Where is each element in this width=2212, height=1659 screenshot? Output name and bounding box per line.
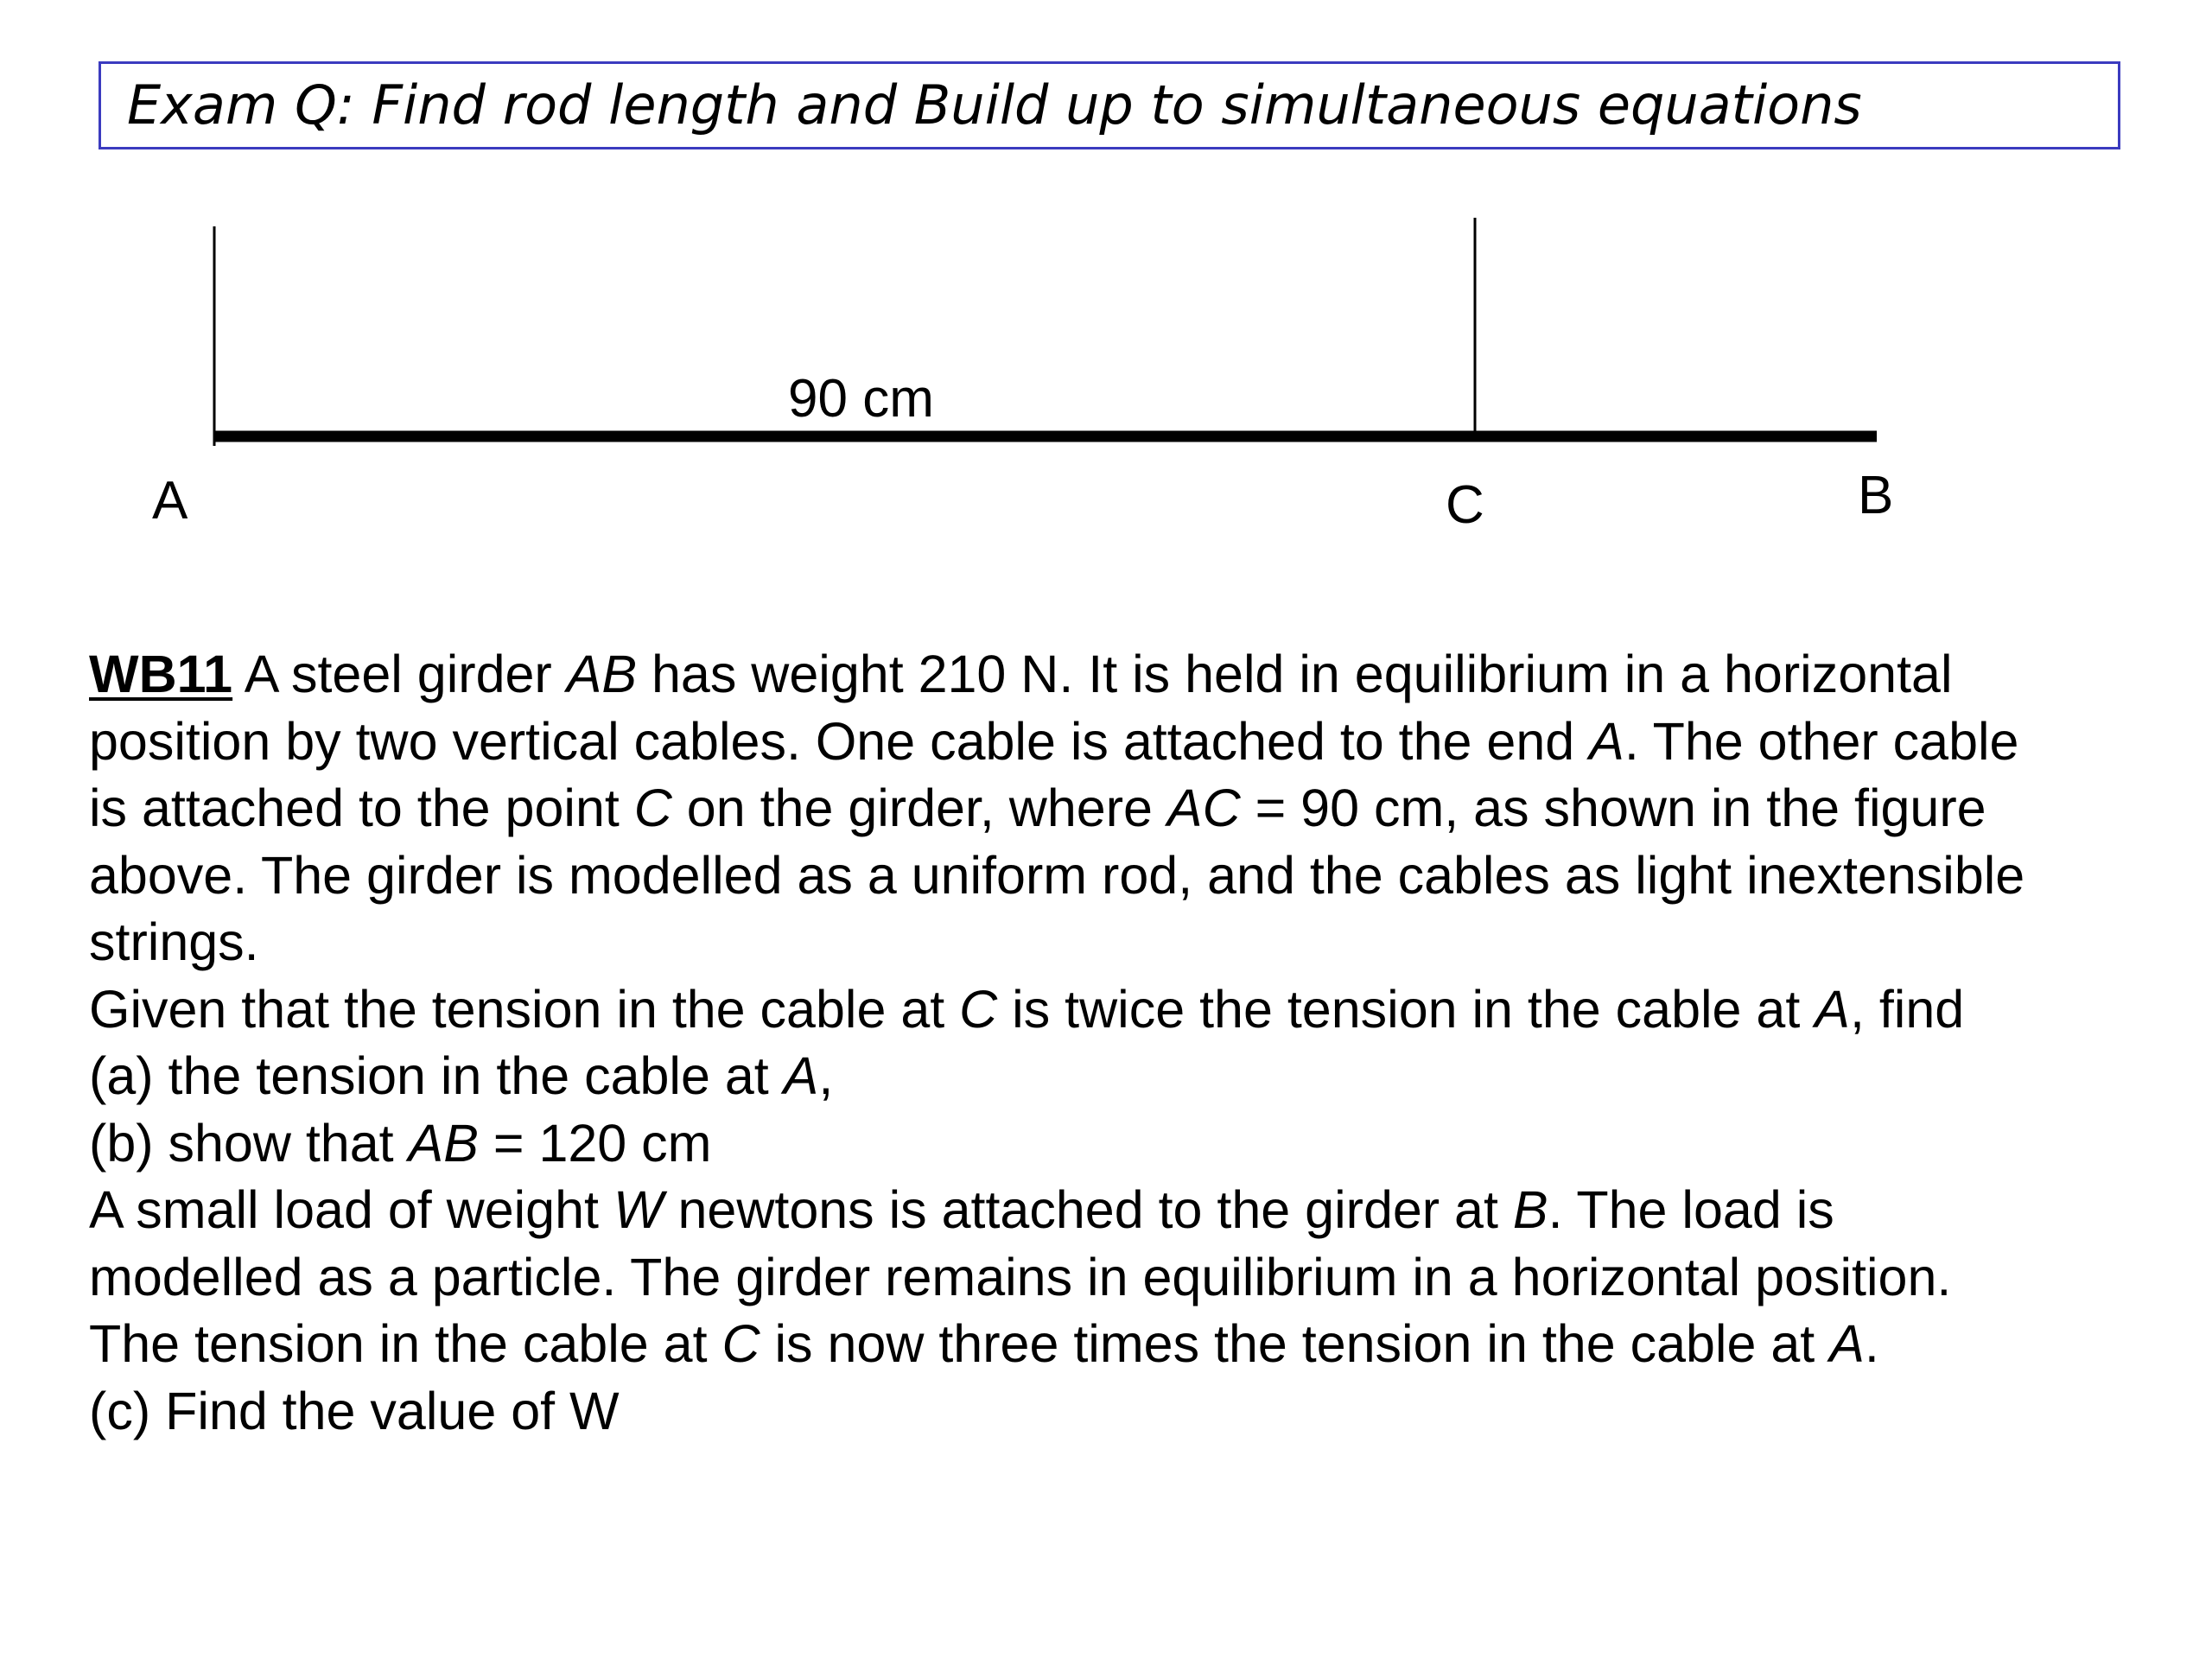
question-lines [89, 641, 2180, 1445]
question-line [89, 1378, 2180, 1446]
question-text [89, 641, 2180, 1445]
question-text-segment: . The load is [1548, 1180, 1834, 1239]
question-label: WB11 [89, 645, 233, 703]
math-variable: C [633, 779, 672, 837]
point-label-a: A [152, 471, 188, 531]
point-label-c: C [1446, 475, 1484, 535]
question-text-segment: on the girder, where [671, 779, 1167, 837]
question-text-segment: is attached to the point [89, 779, 634, 837]
question-text-segment: A steel girder [232, 645, 567, 703]
question-text-segment: , find [1849, 979, 1965, 1039]
math-variable: W [613, 1180, 664, 1239]
question-text-segment: is now three times the tension in the cable at [760, 1314, 1830, 1373]
question-line [89, 1311, 2180, 1378]
math-variable: C [959, 979, 998, 1039]
question-text-segment: has weight 210 N. It is held in equilibrium in a horizontal [637, 645, 1953, 703]
question-text-segment: (b) show that [89, 1113, 409, 1173]
question-text-segment: (a) the tension in the cable at [89, 1046, 784, 1105]
point-label-b: B [1858, 466, 1894, 525]
math-variable: AC [1166, 779, 1241, 837]
question-line [89, 1244, 2180, 1312]
question-text-segment: . [1864, 1314, 1879, 1373]
math-variable: AB [408, 1113, 479, 1173]
math-variable: C [721, 1314, 760, 1373]
question-line [89, 842, 2180, 910]
question-text-segment: = 90 cm, as shown in the figure [1240, 779, 1986, 837]
question-text-segment: Given that the tension in the cable at [89, 979, 960, 1039]
question-text-segment: strings. [89, 912, 259, 971]
question-text-segment: (c) Find the value of W [89, 1381, 620, 1440]
question-line [89, 709, 2180, 776]
question-text-segment: above. The girder is modelled as a uniform rod, and the cables as light inextensible [89, 845, 2025, 905]
question-text-segment: The tension in the cable at [89, 1314, 722, 1373]
question-text-segment: newtons is attached to the girder at [663, 1180, 1513, 1239]
question-text-segment: position by two vertical cables. One cable is attached to the end [89, 711, 1590, 771]
question-line [89, 1177, 2180, 1244]
math-variable: AB [566, 645, 638, 703]
question-text-segment: is twice the tension in the cable at [997, 979, 1815, 1039]
question-text-segment: = 120 cm [478, 1113, 712, 1173]
question-text-segment: A small load of weight [89, 1180, 613, 1239]
question-line [89, 641, 2180, 709]
question-text-segment: modelled as a particle. The girder remains in equilibrium in a horizontal position. [89, 1247, 1952, 1306]
math-variable: A [1589, 711, 1624, 771]
math-variable: A [1815, 979, 1850, 1039]
question-line [89, 1043, 2180, 1110]
measure-label-ac: 90 cm [788, 369, 934, 429]
page-title: Exam Q: Find rod length and Build up to simultaneous equations [127, 73, 1862, 137]
question-line [89, 909, 2180, 976]
question-text-segment: . The other cable [1624, 711, 2019, 771]
question-line [89, 775, 2180, 842]
math-variable: A [783, 1046, 819, 1105]
question-text-segment: , [818, 1046, 834, 1105]
girder-diagram [0, 0, 2212, 605]
question-line [89, 976, 2180, 1044]
math-variable: A [1829, 1314, 1865, 1373]
math-variable: B [1512, 1180, 1548, 1239]
question-line [89, 1110, 2180, 1178]
